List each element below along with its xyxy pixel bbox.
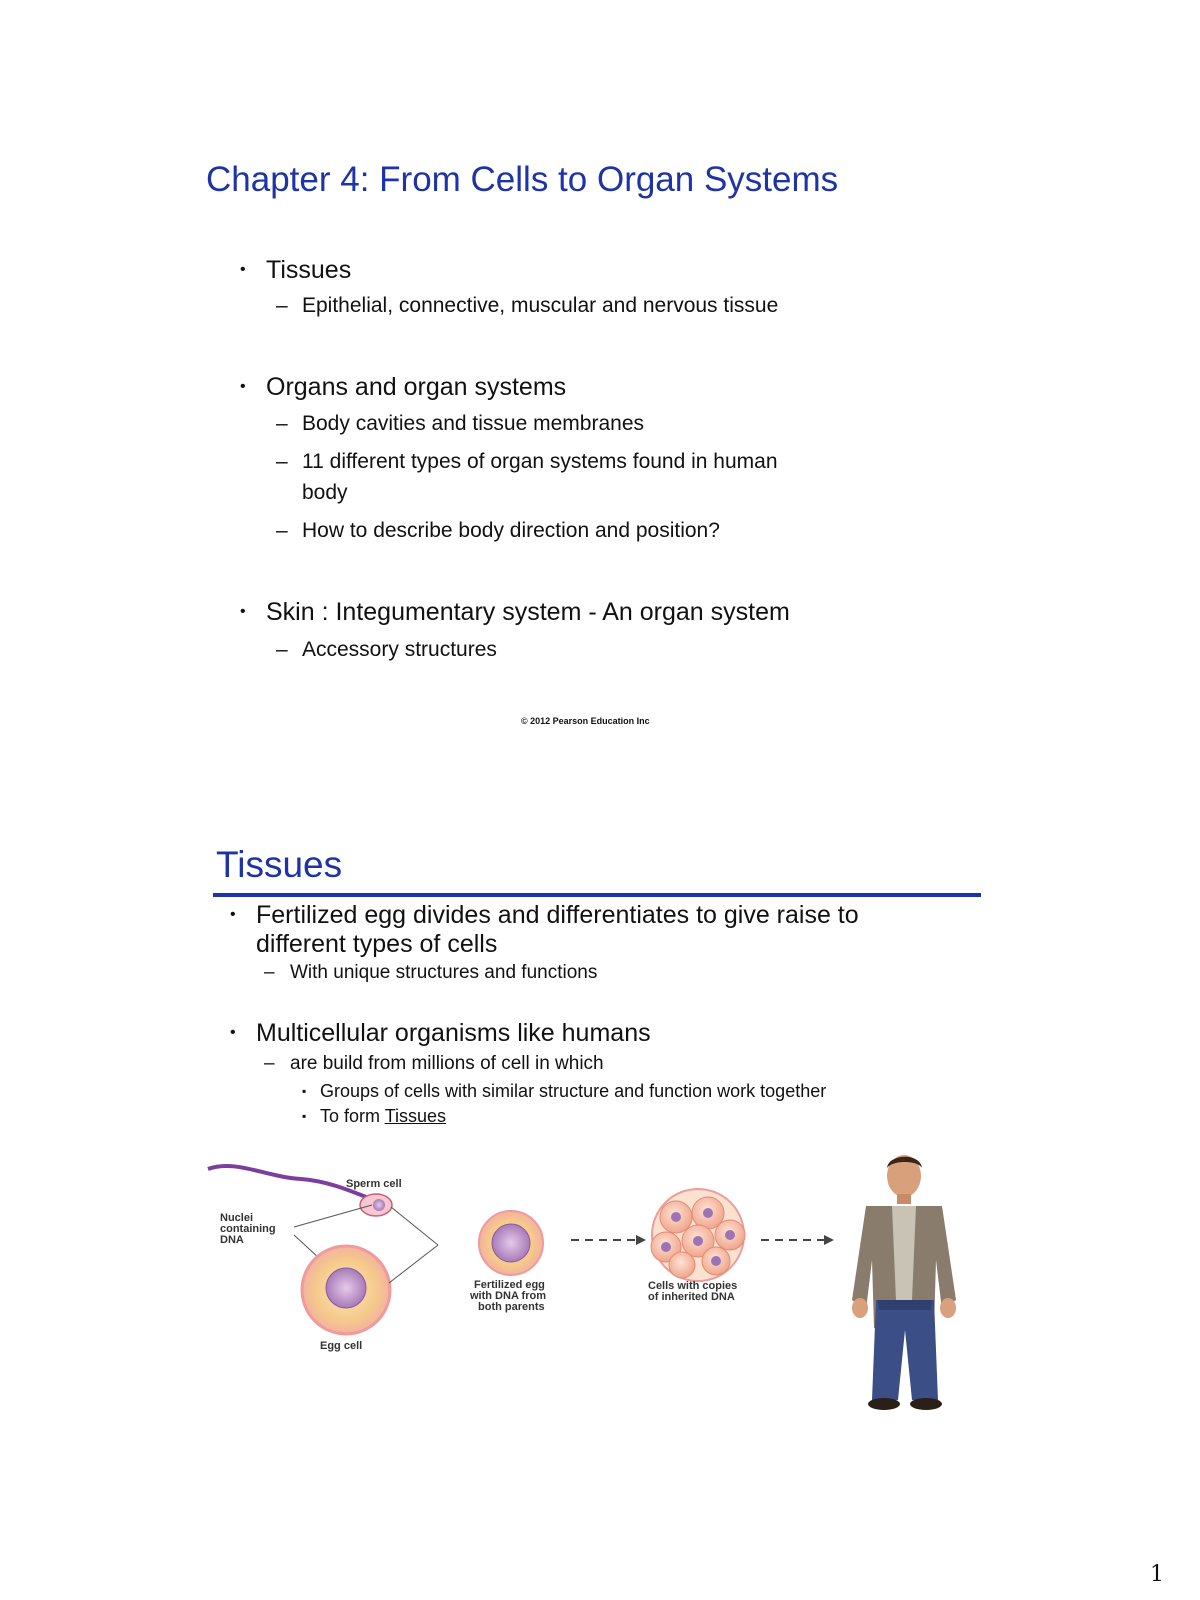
square-bullet-icon: ▪ (302, 1109, 307, 1123)
egg-label: Egg cell (320, 1340, 363, 1352)
bullet-skin: • Skin : Integumentary system - An organ system (240, 598, 790, 626)
page-number: 1 (1150, 1562, 1164, 1587)
bullet-continued: different types of cells (256, 930, 498, 958)
tissues-link: Tissues (384, 1106, 447, 1126)
slide1-title: Chapter 4: From Cells to Organ Systems (206, 160, 839, 199)
dash-icon: – (276, 294, 288, 317)
cells-label-2: of inherited DNA (648, 1291, 735, 1303)
nuclei-label-1: Nuclei (220, 1212, 254, 1224)
sub-bullet: – 11 different types of organ systems found in human (302, 447, 778, 477)
fertilized-label-1: Fertilized egg (474, 1279, 545, 1291)
slide2-title: Tissues (216, 844, 343, 885)
sub-bullet: – How to describe body direction and position? (302, 516, 720, 546)
sub-sub-bullet: ▪ Groups of cells with similar structure and function work together (320, 1078, 826, 1104)
sub-bullet: – Accessory structures (302, 635, 497, 665)
bullet-icon: • (240, 378, 246, 395)
square-bullet-icon: ▪ (302, 1084, 307, 1098)
sub-sub-bullet: ▪ To form Tissues (320, 1103, 446, 1129)
sub-bullet: – Body cavities and tissue membranes (302, 409, 644, 439)
sub-bullet: – With unique structures and functions (290, 958, 597, 988)
sperm-label: Sperm cell (346, 1178, 402, 1190)
bullet-multicellular: • Multicellular organisms like humans (230, 1019, 651, 1047)
sperm-tail (208, 1166, 366, 1197)
cells-label-1: Cells with copies (648, 1280, 738, 1292)
copyright-note: © 2012 Pearson Education Inc (521, 716, 650, 726)
dash-icon: – (276, 450, 288, 473)
fertilized-nucleus (492, 1224, 530, 1262)
dash-icon: – (276, 519, 288, 542)
sub-bullet-continued: body (302, 481, 348, 504)
bullet-icon: • (230, 1024, 236, 1041)
nuclei-label-2: containing (220, 1223, 276, 1235)
fertilized-label-3: both parents (478, 1301, 545, 1313)
cell-cluster (651, 1189, 745, 1281)
dash-icon: – (276, 412, 288, 435)
nuclei-label-3: DNA (220, 1234, 244, 1246)
cell-division-figure (206, 1155, 836, 1355)
sub-bullet: – are build from millions of cell in which (290, 1049, 604, 1079)
fertilized-label-2: with DNA from (470, 1290, 546, 1302)
dash-icon: – (264, 962, 275, 983)
dash-icon: – (276, 638, 288, 661)
bullet-tissues: • Tissues (240, 256, 352, 284)
egg-nucleus (326, 1268, 366, 1308)
bullet-icon: • (240, 603, 246, 620)
human-figure-image (838, 1150, 973, 1412)
title-divider (213, 893, 981, 897)
sub-bullet: – Epithelial, connective, muscular and nervous tissue (302, 291, 778, 321)
sperm-nucleus (373, 1199, 385, 1211)
dash-icon: – (264, 1053, 275, 1074)
bullet-icon: • (240, 261, 246, 278)
bullet-icon: • (230, 906, 236, 923)
bullet-organs: • Organs and organ systems (240, 373, 567, 401)
bullet-fertilized-egg: • Fertilized egg divides and differentiates to give raise to (230, 901, 859, 929)
